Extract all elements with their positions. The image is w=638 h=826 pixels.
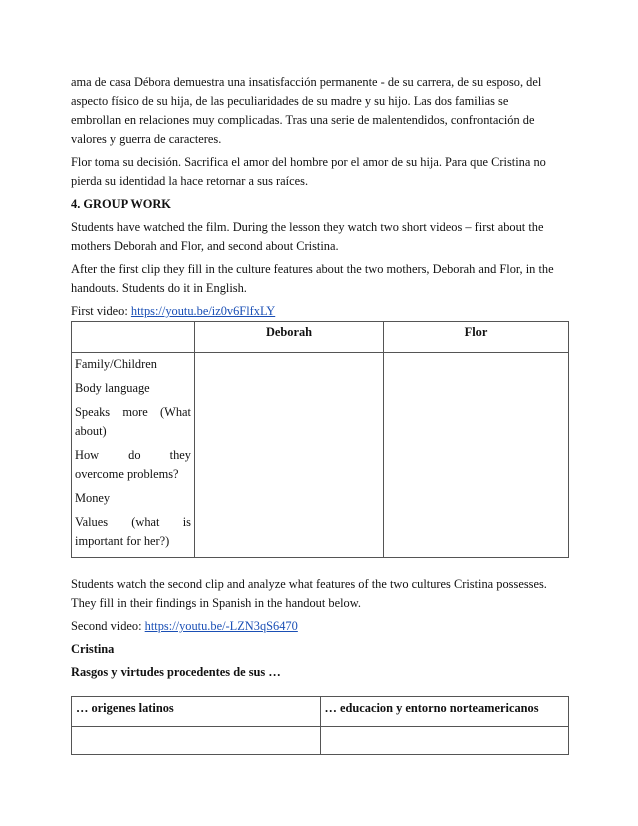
text-line: mothers Deborah and Flor, and second about Cristina. (71, 239, 339, 253)
text-line: Students watch the second clip and analyze what features of the two cultures Cristina possesses. (71, 577, 547, 591)
section-paragraph-2 (71, 260, 568, 298)
feature-values: Values (what is important for her?) (75, 515, 191, 548)
cristina-subheading: Rasgos y virtudes procedentes de sus … (71, 665, 281, 679)
text-line: valores y guerra de caracteres. (71, 132, 222, 146)
feature-problems: How do they overcome problems? (75, 448, 191, 481)
table-header-row (72, 322, 569, 353)
text-line: Flor toma su decisión. Sacrifica el amor del hombre por el amor de su hija. Para que Cristina no (71, 155, 546, 169)
section2-paragraph (71, 575, 568, 613)
header-latin-origins: … origenes latinos (72, 697, 321, 727)
text-line: ama de casa Débora demuestra una insatisfacción permanente - de su carrera, de su esposo, del (71, 75, 542, 89)
feature-family: Family/Children (75, 357, 157, 371)
flor-answer-cell[interactable] (384, 353, 569, 558)
second-video-line (71, 617, 568, 636)
header-american-education: … educacion y entorno norteamericanos (320, 697, 569, 727)
deborah-answer-cell[interactable] (195, 353, 384, 558)
header-deborah: Deborah (195, 322, 384, 353)
intro-paragraph-2 (71, 153, 568, 191)
intro-paragraph-1 (71, 73, 568, 149)
table-row (72, 727, 569, 755)
text-line: aspecto físico de su hija, de las peculiaridades de su madre y su hijo. Las dos familias se (71, 94, 509, 108)
second-video-label: Second video: (71, 619, 145, 633)
feature-money: Money (75, 491, 111, 505)
latin-origins-answer-cell[interactable] (72, 727, 321, 755)
section-heading: 4. GROUP WORK (71, 197, 171, 211)
text-line: embrollan en relaciones muy complicadas. Tras una serie de malentendidos, confrontación de (71, 113, 535, 127)
text-line: handouts. Students do it in English. (71, 281, 247, 295)
second-video-link[interactable]: https://youtu.be/-LZN3qS6470 (144, 619, 298, 633)
first-video-label: First video: (71, 304, 131, 318)
document-page (71, 73, 568, 755)
header-empty-cell (72, 322, 195, 353)
text-line: pierda su identidad la hace retornar a sus raíces. (71, 174, 309, 188)
feature-body-language: Body language (75, 381, 150, 395)
text-line: They fill in their findings in Spanish in the handout below. (71, 596, 361, 610)
table-row (72, 353, 569, 558)
cristina-title: Cristina (71, 642, 115, 656)
mothers-comparison-table (71, 321, 569, 558)
first-video-line (71, 302, 568, 321)
feature-speaks-more: Speaks more (What about) (75, 405, 191, 438)
cristina-traits-table (71, 696, 569, 755)
section-paragraph-1 (71, 218, 568, 256)
first-video-link[interactable]: https://youtu.be/iz0v6FlfxLY (130, 304, 276, 318)
american-education-answer-cell[interactable] (320, 727, 569, 755)
text-line: Students have watched the film. During the lesson they watch two short videos – first about the (71, 220, 544, 234)
table-header-row (72, 697, 569, 727)
feature-labels-cell (72, 353, 195, 558)
header-flor: Flor (384, 322, 569, 353)
text-line: After the first clip they fill in the culture features about the two mothers, Deborah and Flor, in the (71, 262, 554, 276)
